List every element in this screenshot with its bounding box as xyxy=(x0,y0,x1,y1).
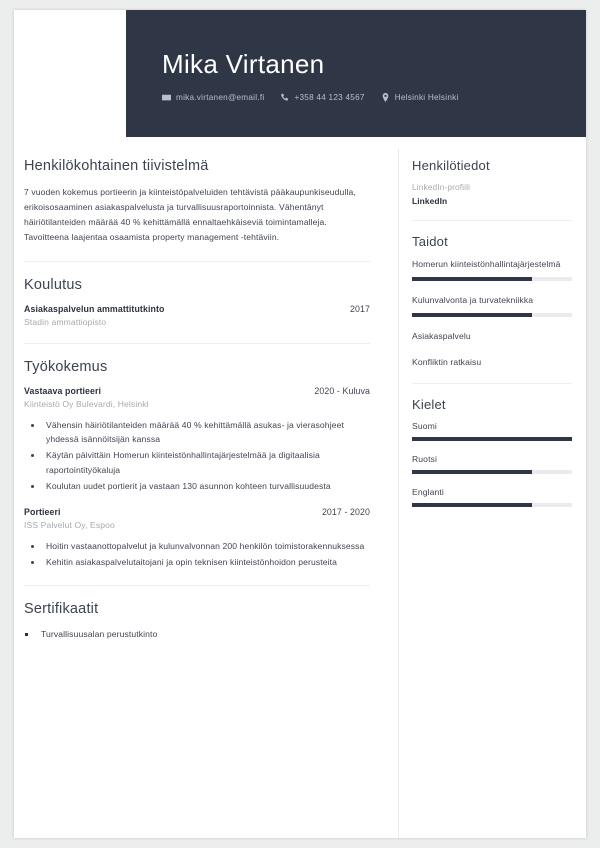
language-item xyxy=(412,421,572,441)
contact-phone-text: +358 44 123 4567 xyxy=(294,92,365,102)
language-name: Ruotsi xyxy=(412,453,437,464)
contact-location[interactable] xyxy=(381,93,459,102)
language-level-bar xyxy=(412,437,572,441)
language-level-fill xyxy=(412,503,532,507)
skill-item xyxy=(412,294,572,317)
language-name: Englanti xyxy=(412,486,444,497)
envelope-icon xyxy=(162,93,171,102)
personal-field-label: LinkedIn-profiili xyxy=(412,182,471,192)
section-education xyxy=(24,277,370,327)
education-institution: Stadin ammattiopisto xyxy=(24,317,107,328)
language-level-bar xyxy=(412,470,572,474)
resume-body xyxy=(14,137,586,838)
contact-phone[interactable] xyxy=(280,93,364,102)
skill-item xyxy=(412,330,572,343)
list-item: • Käytän päivittäin Homerun kiinteistönhallintajärjestelmää ja digitaalisia raportointityökaluja xyxy=(43,448,370,476)
skill-name: Homerun kiinteistönhallintajärjestelmä xyxy=(412,259,561,269)
languages-heading: Kielet xyxy=(412,396,446,412)
entry-header xyxy=(24,507,370,517)
list-item: • Kehitin asiakaspalvelutaitojani ja opin teknisen kiinteistönhoidon perusteita xyxy=(43,555,370,569)
sidebar xyxy=(399,137,586,838)
entry-header xyxy=(24,386,370,396)
personal-details-heading: Henkilötiedot xyxy=(412,158,490,173)
list-item: • Hoitin vastaanottopalvelut ja kulunvalvonnan 200 henkilön toimistorakennuksessa xyxy=(43,539,370,553)
education-date: 2017 xyxy=(350,304,370,315)
contact-location-text: Helsinki Helsinki xyxy=(394,92,459,102)
experience-entry xyxy=(24,386,370,493)
divider xyxy=(24,343,370,344)
skill-level-fill xyxy=(412,277,532,281)
skills-heading: Taidot xyxy=(412,234,448,249)
skill-item xyxy=(412,258,572,281)
list-item: • Vähensin häiriötilanteiden määrää 40 % kehittämällä asukas- ja vierasohjeet yhdessä isännöitsijän kanssa xyxy=(43,418,370,446)
skill-item xyxy=(412,356,572,369)
divider xyxy=(412,383,572,384)
contact-email[interactable] xyxy=(162,93,264,102)
candidate-name: Mika Virtanen xyxy=(162,49,325,79)
job-bullets xyxy=(24,539,370,569)
skill-name: Asiakaspalvelu xyxy=(412,330,471,341)
personal-field xyxy=(412,182,572,206)
job-date: 2017 - 2020 xyxy=(321,506,370,517)
experience-heading: Työkokemus xyxy=(24,359,108,376)
language-name: Suomi xyxy=(412,420,437,431)
summary-text: 7 vuoden kokemus portieerin ja kiinteistöpalveluiden tehtävistä pääkaupunkiseudulla, erikoisosaaminen asiakaspalvelusta ja turvallisuusraportoinnista. Vähentänyt häiriötilanteiden määrää 40 % kehittämällä ennaltaehkäiseviä toimintamalleja. Tavoitteena laajentaa osaamista property management -tehtäviin. xyxy=(24,187,356,243)
language-item xyxy=(412,487,572,507)
contact-email-text: mika.virtanen@email.fi xyxy=(176,92,265,102)
language-level-fill xyxy=(412,470,532,474)
section-languages xyxy=(412,397,572,507)
contact-row xyxy=(162,93,586,102)
main-column xyxy=(14,137,398,838)
divider xyxy=(24,261,370,262)
section-personal-details xyxy=(412,158,572,206)
resume-header xyxy=(126,10,586,137)
skill-level-bar xyxy=(412,313,572,317)
list-item: ▪ Turvallisuusalan perustutkinto xyxy=(37,628,370,642)
language-level-bar xyxy=(412,503,572,507)
job-bullets xyxy=(24,418,370,493)
linkedin-link[interactable]: LinkedIn xyxy=(412,196,448,206)
skill-name: Kulunvalvonta ja turvatekniikka xyxy=(412,294,534,305)
job-employer: ISS Palvelut Oy, Espoo xyxy=(24,519,115,530)
skill-name: Konfliktin ratkaisu xyxy=(412,356,482,367)
job-employer: Kiinteistö Oy Bulevardi, Helsinki xyxy=(24,399,149,410)
job-date: 2020 - Kuluva xyxy=(314,386,370,397)
skill-level-fill xyxy=(412,313,532,317)
entry-header xyxy=(24,304,370,314)
section-summary xyxy=(24,158,370,245)
education-entry xyxy=(24,304,370,327)
certificates-list xyxy=(24,628,370,642)
list-item: • Koulutan uudet portierit ja vastaan 130 asunnon kohteen turvallisuudesta xyxy=(43,479,370,493)
skill-level-bar xyxy=(412,277,572,281)
job-title: Portieeri xyxy=(24,506,61,517)
section-certificates xyxy=(24,601,370,642)
resume-page xyxy=(14,10,586,838)
section-skills xyxy=(412,234,572,369)
education-heading: Koulutus xyxy=(24,277,83,294)
location-pin-icon xyxy=(381,93,390,102)
divider xyxy=(24,585,370,586)
job-title: Vastaava portieeri xyxy=(24,386,102,397)
summary-heading: Henkilökohtainen tiivistelmä xyxy=(24,158,209,174)
experience-entry xyxy=(24,507,370,569)
education-title: Asiakaspalvelun ammattitutkinto xyxy=(24,304,165,315)
phone-icon xyxy=(280,93,289,102)
language-item xyxy=(412,454,572,474)
language-level-fill xyxy=(412,437,572,441)
certificates-heading: Sertifikaatit xyxy=(24,601,99,618)
section-experience xyxy=(24,359,370,569)
divider xyxy=(412,220,572,221)
